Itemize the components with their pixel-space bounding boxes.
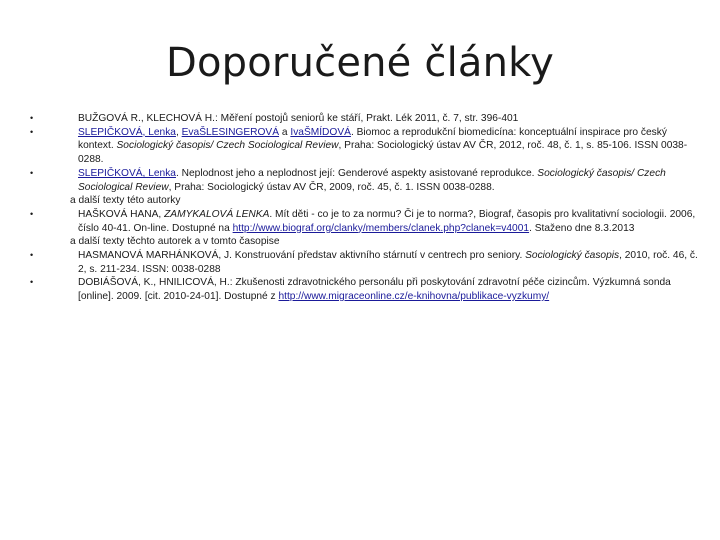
reference-item [30,249,700,276]
reference-text: , Praha: Sociologický ústav AV ČR, 2012, roč. 48, č. 1, s. 85-106. ISSN 0038-0288. [78,140,688,166]
bullet-icon: • [30,126,34,137]
reference-text: , [175,126,182,138]
reference-text: , Praha: Sociologický ústav AV ČR, 2009, roč. 45, č. 1. ISSN 0038-0288. [168,181,495,193]
reference-link[interactable]: SLEPIČKOVÁ, Lenka [78,167,176,179]
reference-text: . Staženo dne 8.3.2013 [529,222,635,234]
reference-text: a další texty těchto autorek a v tomto časopise [70,236,280,248]
reference-text: HAŠKOVÁ HANA, [78,208,165,220]
reference-italic-text: Sociologický časopis/ Czech Sociological Review [78,167,666,193]
reference-note [30,194,700,208]
reference-text: . Neplodnost jeho a neplodnost její: Genderové aspekty asistované reprodukce. [175,167,538,179]
bullet-icon: • [30,113,34,123]
bullet-icon: • [30,277,34,288]
reference-list [30,112,700,304]
reference-italic-text: Sociologický časopis [525,250,620,262]
reference-item [30,208,700,235]
reference-italic-text: ZAMYKALOVÁ LENKA [164,208,270,220]
reference-link[interactable]: SLEPIČKOVÁ, Lenka [78,126,176,138]
reference-link[interactable]: http://www.migraceonline.cz/e-knihovna/publikace-vyzkumy/ [278,291,550,303]
reference-item [30,126,700,167]
bullet-icon: • [30,250,34,261]
reference-text: BUŽGOVÁ R., KLECHOVÁ H.: Měření postojů seniorů ke stáří, Prakt. Lék 2011, č. 7, str. 396-401 [78,113,519,124]
reference-item [30,167,700,194]
reference-link[interactable]: http://www.biograf.org/clanky/members/clanek.php?clanek=v4001 [232,222,530,234]
bullet-icon: • [30,208,34,219]
page-title: Doporučené články [166,40,554,86]
reference-link[interactable]: IvaŠMÍDOVÁ [290,126,351,138]
reference-text: a [279,126,291,138]
reference-text: DOBIÁŠOVÁ, K., HNILICOVÁ, H.: Zkušenosti zdravotnického personálu při poskytování zdravotní péče cizincům. Výzkumná sonda [online]. 2009. [cit. 2010-24-01]. Dostupné z [78,277,671,303]
reference-item [30,112,700,126]
reference-link[interactable]: EvaŠLESINGEROVÁ [181,126,280,138]
reference-note [30,235,700,249]
bullet-icon: • [30,167,34,178]
reference-text: . Biomoc a reprodukční biomedicína: konceptuální inspirace pro český kontext. [78,126,667,152]
reference-text: . Mít děti - co je to za normu? Či je to norma?, Biograf, časopis pro kvalitativní sociologii. 2006, číslo 40-41. On-line. Dostupné na [78,208,696,234]
reference-text: , 2010, roč. 46, č. 2, s. 211-234. ISSN: 0038-0288 [78,250,698,275]
reference-text: HASMANOVÁ MARHÁNKOVÁ, J. Konstruování představ aktivního stárnutí v centrech pro seniory. [78,250,526,262]
reference-item [30,276,700,303]
reference-italic-text: Sociologický časopis/ Czech Sociological Review [116,140,339,152]
reference-text: a další texty této autorky [70,195,181,207]
